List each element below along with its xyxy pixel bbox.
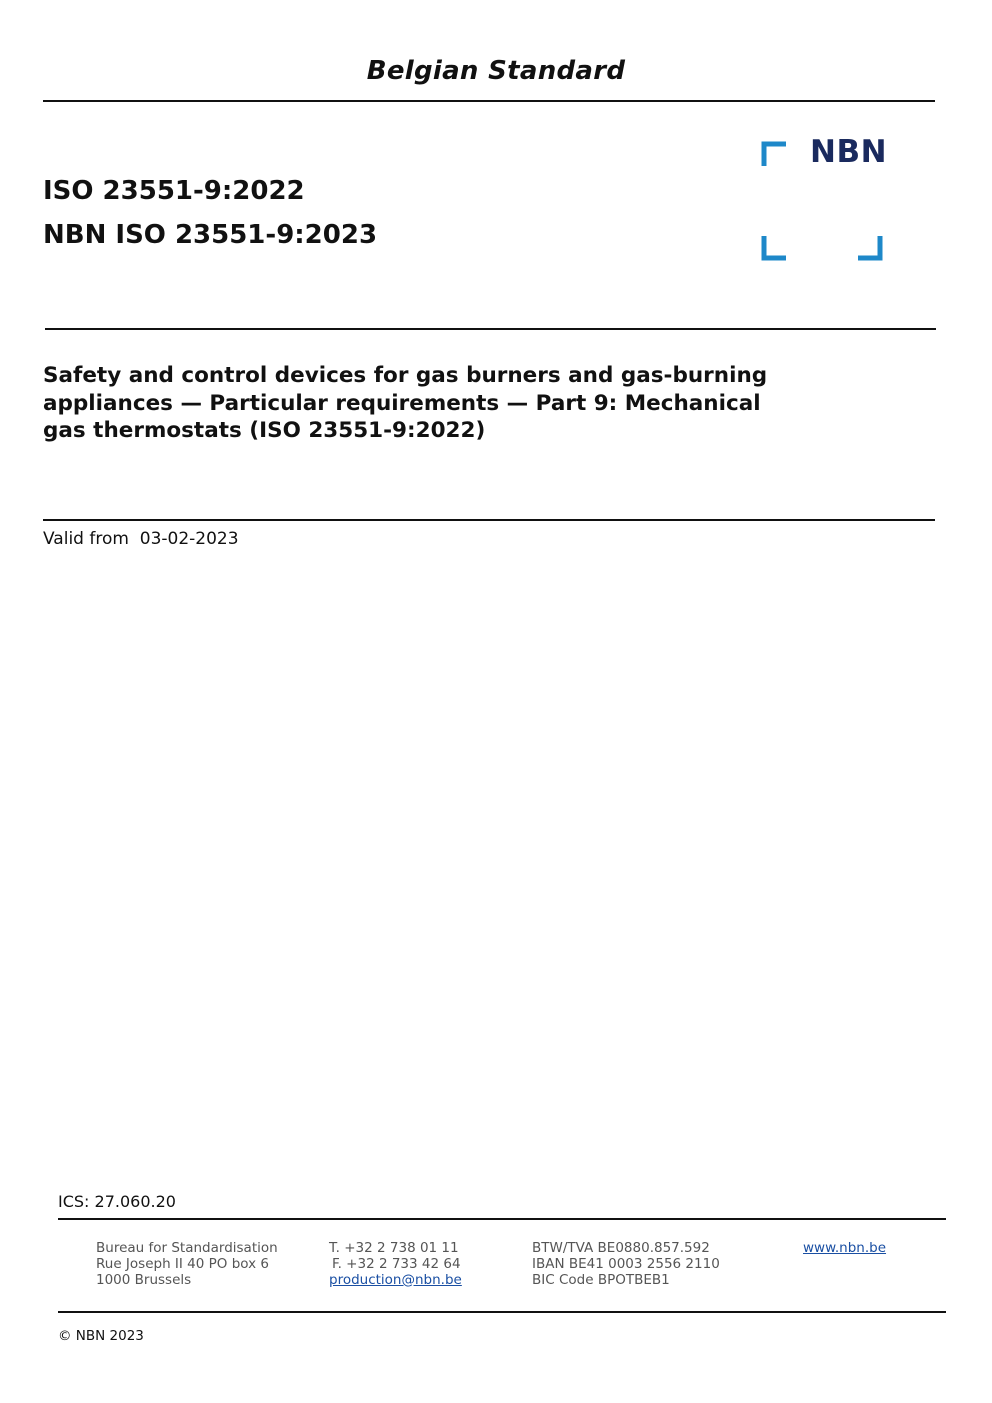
validity	[43, 529, 239, 549]
divider	[58, 1311, 946, 1313]
document-title	[43, 362, 863, 445]
nbn-logo-text: NBN	[810, 134, 888, 170]
valid-from-date: 03-02-2023	[139, 529, 239, 549]
address-line: Rue Joseph II 40 PO box 6	[96, 1255, 269, 1272]
bank-line: IBAN BE41 0003 2556 2110	[532, 1255, 720, 1272]
email-link[interactable]: production@nbn.be	[329, 1271, 462, 1288]
footer-web	[803, 1241, 886, 1257]
document-title-line: Safety and control devices for gas burners and gas-burning	[43, 363, 768, 388]
footer-bank	[532, 1241, 720, 1288]
bank-line: BIC Code BPOTBEB1	[532, 1271, 670, 1288]
valid-from-label: Valid from	[43, 529, 129, 549]
document-title-line: gas thermostats (ISO 23551-9:2022)	[43, 418, 486, 443]
iso-standard-code: ISO 23551-9:2022	[43, 176, 305, 206]
phone: T. +32 2 738 01 11	[329, 1240, 459, 1256]
ics-code: ICS: 27.060.20	[58, 1192, 176, 1211]
website-link[interactable]: www.nbn.be	[803, 1240, 887, 1256]
address-line: Bureau for Standardisation	[96, 1240, 278, 1256]
divider	[58, 1218, 946, 1220]
nbn-standard-code: NBN ISO 23551-9:2023	[43, 220, 378, 250]
copyright: © NBN 2023	[58, 1328, 144, 1344]
divider	[45, 328, 936, 330]
bank-line: BTW/TVA BE0880.857.592	[532, 1240, 710, 1256]
divider	[43, 519, 935, 521]
footer-contact	[329, 1241, 462, 1288]
divider	[43, 100, 935, 102]
address-line: 1000 Brussels	[96, 1271, 192, 1288]
fax: F. +32 2 733 42 64	[332, 1255, 461, 1272]
document-title-line: appliances — Particular requirements — Part 9: Mechanical	[43, 390, 761, 416]
footer-address	[96, 1241, 278, 1288]
page-header-title: Belgian Standard	[366, 56, 626, 86]
